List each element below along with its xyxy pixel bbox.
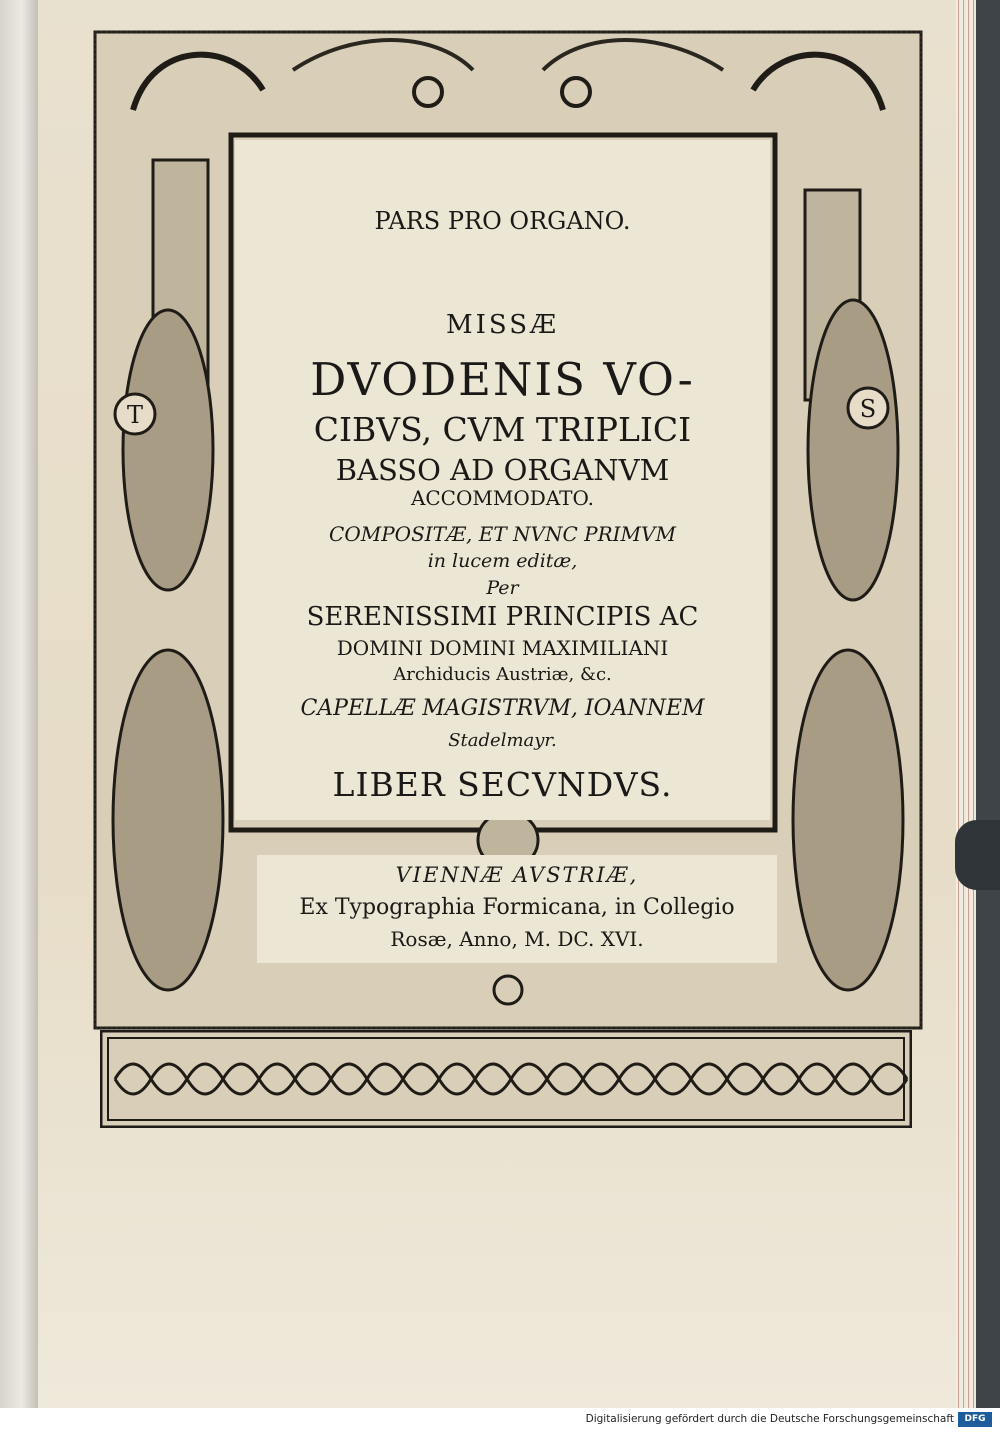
part-title: PARS PRO ORGANO.	[374, 207, 631, 235]
title-line-serenissimi: SERENISSIMI PRINCIPIS AC	[306, 602, 699, 632]
title-line-liber: LIBER SECVNDVS.	[332, 765, 673, 804]
title-line-cibus: CIBVS, CVM TRIPLICI	[313, 410, 692, 449]
title-line-duodenis: DVODENIS VO-	[310, 353, 695, 406]
dfg-logo-icon: DFG	[958, 1412, 992, 1427]
title-line-domini: DOMINI DOMINI MAXIMILIANI	[336, 636, 669, 660]
frame-letter-right: S	[859, 395, 877, 423]
title-line-stadelmayr: Stadelmayr.	[448, 730, 557, 751]
imprint-panel	[257, 855, 777, 963]
left-page-edge	[0, 0, 40, 1408]
title-line-accommodato: ACCOMMODATO.	[410, 486, 595, 510]
funding-credit: Digitalisierung gefördert durch die Deutsche Forschungsgemeinschaft	[585, 1413, 954, 1425]
frame-letter-left: T	[126, 401, 144, 429]
title-line-missae: MISSÆ	[445, 310, 560, 340]
footer-bar	[0, 1408, 1000, 1433]
title-line-capellae: CAPELLÆ MAGISTRVM, IOANNEM	[300, 696, 705, 721]
page-stack-edge	[956, 0, 976, 1408]
imprint-printer: Ex Typographia Formicana, in Collegio	[299, 895, 735, 920]
title-line-compositae: COMPOSITÆ, ET NVNC PRIMVM	[329, 522, 676, 546]
imprint-place: VIENNÆ AVSTRIÆ,	[395, 863, 639, 887]
title-line-in-lucem: in lucem editæ,	[427, 550, 578, 572]
scanner-clip	[955, 820, 1000, 890]
title-line-basso: BASSO AD ORGANVM	[335, 453, 670, 487]
title-panel	[235, 140, 770, 820]
ornamental-band	[100, 1030, 912, 1128]
title-line-archiducis: Archiducis Austriæ, &c.	[393, 664, 612, 685]
imprint-date: Rosæ, Anno, M. DC. XVI.	[390, 927, 644, 951]
title-line-per: Per	[486, 577, 519, 599]
